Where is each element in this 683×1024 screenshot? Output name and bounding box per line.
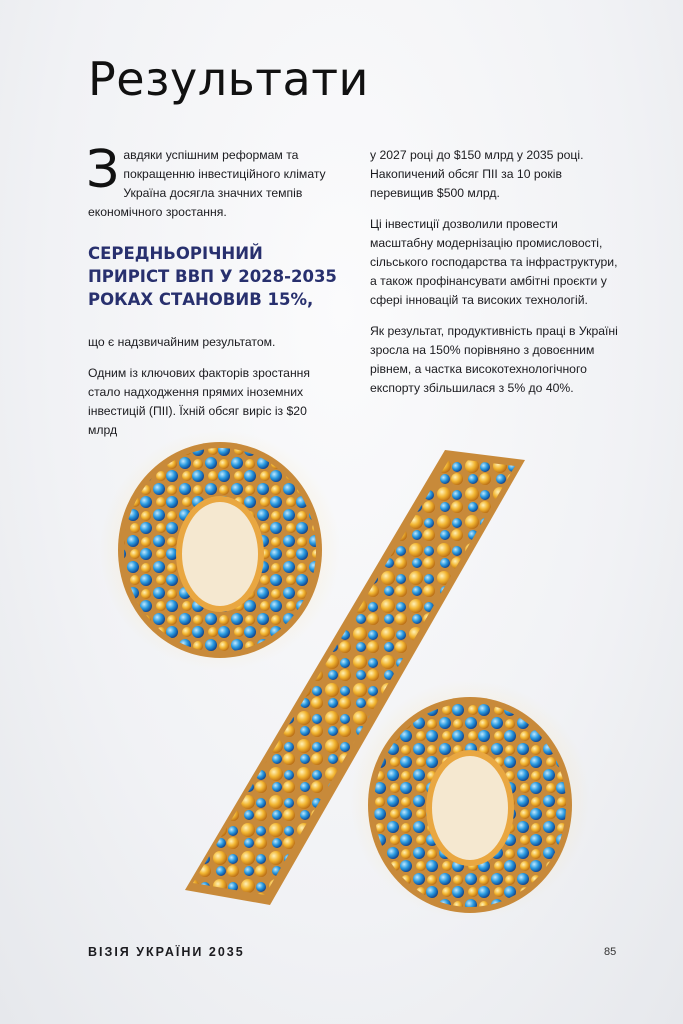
jeweled-percent-illustration (100, 430, 600, 930)
fdi-paragraph: Одним із ключових факторів зростання стало надходження прямих іноземних інвестицій (ПІІ). Їхній обсяг виріс із $20 млрд (88, 366, 311, 437)
page-number: 85 (604, 946, 617, 958)
drop-cap: З (86, 140, 120, 200)
footer-brand: ВІЗІЯ УКРАЇНИ 2035 (88, 945, 245, 959)
left-column (86, 140, 338, 452)
lower-ring (368, 697, 572, 913)
right-column (370, 146, 620, 410)
highlight-statement: СЕРЕДНЬОРІЧНИЙ ПРИРІСТ ВВП У 2028-2035 РОКАХ СТАНОВИВ 15%, (88, 244, 337, 309)
page-title: Результати (88, 52, 369, 106)
right-paragraph-2: Ці інвестиції дозволили провести масштабну модернізацію промисловості, сільського господарства та інфраструктури, а також профінансувати амбітні проєкти у сфері інновацій та високих технологій. (370, 217, 618, 307)
upper-ring (118, 442, 322, 658)
right-paragraph-3: Як результат, продуктивність праці в Україні зросла на 150% порівняно з довоєнним рівнем, а частка високотехнологічного експорту збільшилася з 5% до 40%. (370, 324, 618, 395)
intro-text: авдяки успішним реформам та покращенню інвестиційного клімату Україна досягла значних темпів економічного зростання. (88, 148, 326, 219)
right-paragraph-1: у 2027 році до $150 млрд у 2035 році. Накопичений обсяг ПІІ за 10 років перевищив $500 млрд. (370, 148, 584, 200)
intro-paragraph (86, 140, 338, 222)
after-highlight-text: що є надзвичайним результатом. (88, 335, 276, 349)
